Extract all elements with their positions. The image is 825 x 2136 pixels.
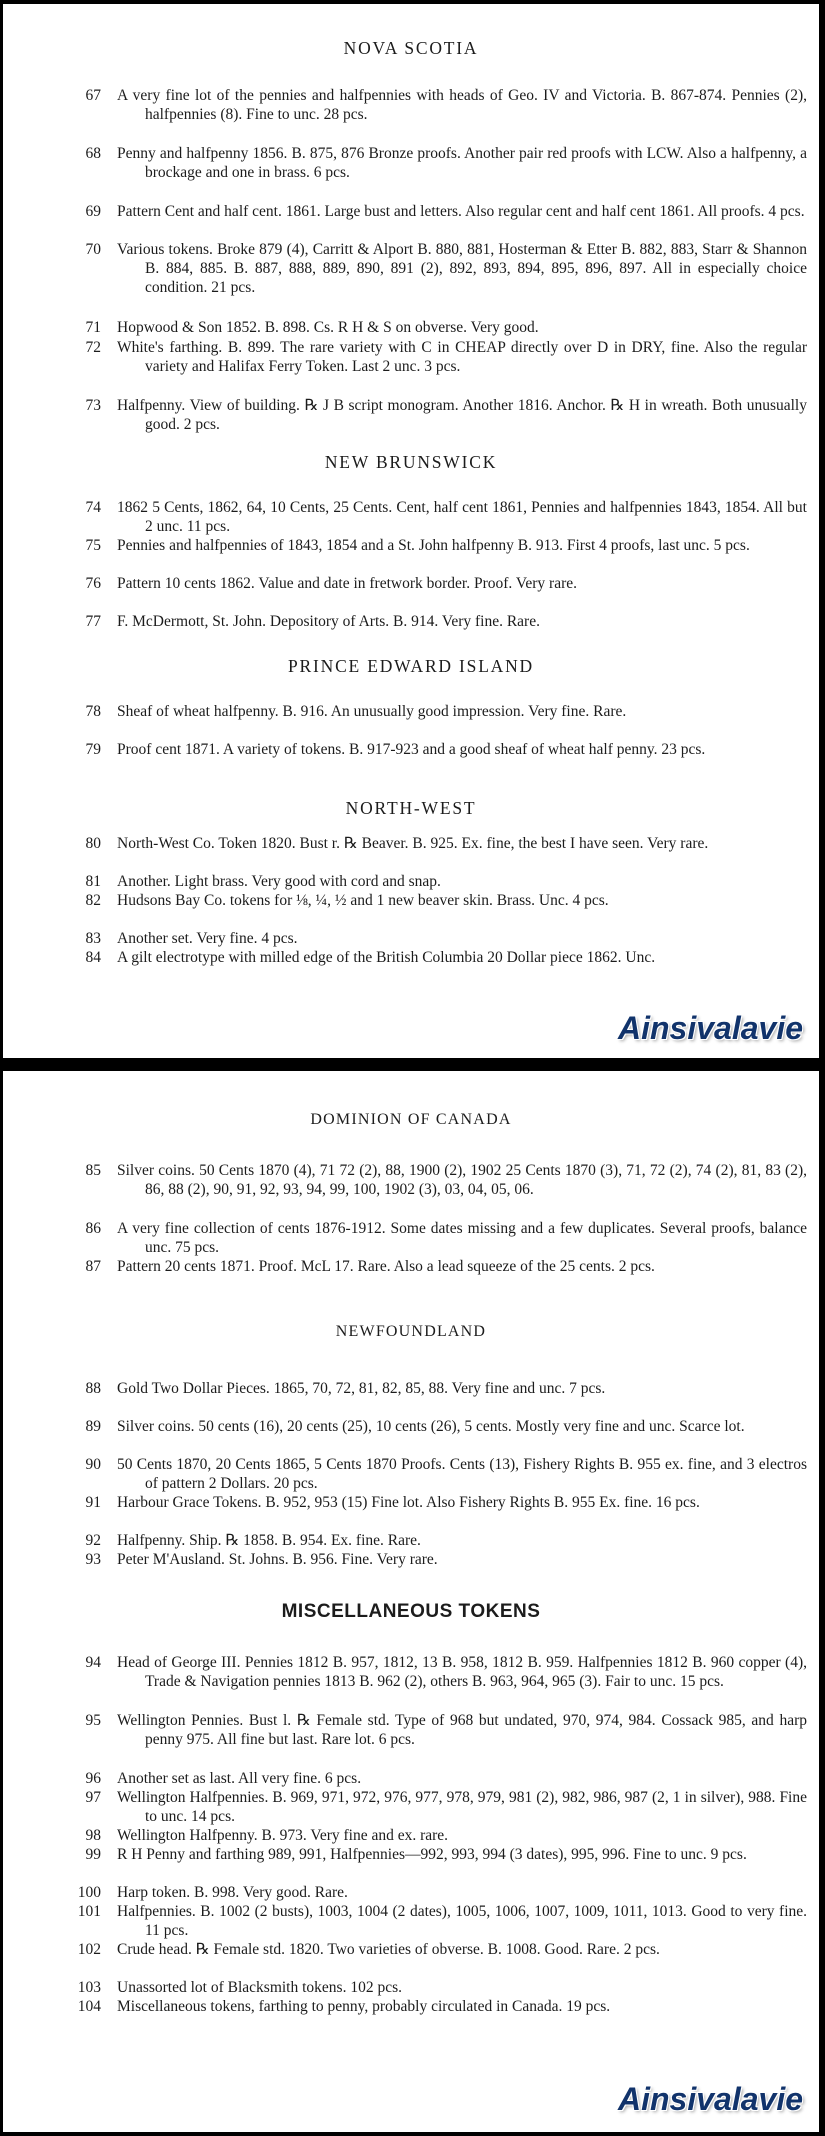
lot-number: 103	[77, 1979, 101, 1996]
lot-number: 87	[85, 1258, 101, 1275]
watermark-logo: Ainsivalavie	[618, 2081, 803, 2117]
lot-description: Halfpennies. B. 1002 (2 busts), 1003, 1004 (2 dates), 1005, 1006, 1007, 1009, 1011, 1013. Good to very fine. 11 pcs.	[117, 1903, 807, 1939]
lot-number: 99	[85, 1846, 101, 1863]
lot-description: Proof cent 1871. A variety of tokens. B. 917-923 and a good sheaf of wheat half penny. 23 pcs.	[117, 741, 706, 758]
lot-number: 86	[85, 1220, 101, 1237]
lot-number: 96	[85, 1770, 101, 1787]
section-heading-north-west: NORTH-WEST	[345, 798, 477, 818]
section-heading-new-brunswick: NEW BRUNSWICK	[324, 452, 498, 472]
lot-description: Silver coins. 50 cents (16), 20 cents (25), 10 cents (26), 5 cents. Mostly very fine and unc. Scarce lot.	[117, 1418, 745, 1435]
lot-number: 70	[85, 241, 101, 258]
lot-description: 50 Cents 1870, 20 Cents 1865, 5 Cents 1870 Proofs. Cents (13), Fishery Rights B. 955 ex. fine, and 3 electros of pattern 2 Dollars. 20 pcs.	[117, 1456, 807, 1492]
lot-description: Pattern Cent and half cent. 1861. Large bust and letters. Also regular cent and half cent 1861. All proofs. 4 pcs.	[117, 203, 805, 220]
lot-number: 85	[85, 1162, 101, 1179]
lot-description: 1862 5 Cents, 1862, 64, 10 Cents, 25 Cents. Cent, half cent 1861, Pennies and halfpennies 1843, 1854. All but 2 unc. 11 pcs.	[117, 499, 807, 535]
catalog-page-1	[3, 4, 819, 1058]
section-heading-dominion-of-canada: DOMINION OF CANADA	[310, 1111, 512, 1128]
lot-number: 73	[85, 397, 101, 414]
lot-description: Miscellaneous tokens, farthing to penny, probably circulated in Canada. 19 pcs.	[117, 1998, 611, 2015]
lot-number: 75	[85, 537, 101, 554]
lot-description: Head of George III. Pennies 1812 B. 957, 1812, 13 B. 958, 1812 B. 959. Halfpennies 1812 B. 960 copper (4), Trade & Navigation pennies 1813 B. 962 (2), others B. 963, 964, 965 (3). Fair to unc. 15 pcs.	[117, 1654, 807, 1690]
lot-description: Halfpenny. View of building. ℞ J B script monogram. Another 1816. Anchor. ℞ H in wreath. Both unusually good. 2 pcs.	[117, 397, 807, 433]
lot-description: Hopwood & Son 1852. B. 898. Cs. R H & S on obverse. Very good.	[117, 319, 539, 336]
lot-number: 97	[85, 1789, 101, 1806]
lot-description: Silver coins. 50 Cents 1870 (4), 71 72 (2), 88, 1900 (2), 1902 25 Cents 1870 (3), 71, 72 (2), 74 (2), 81, 83 (2), 86, 88 (2), 90, 91, 92, 93, 94, 99, 100, 1902 (3), 03, 04, 05, 06.	[117, 1162, 807, 1198]
lot-number: 102	[77, 1941, 101, 1958]
lot-description: Wellington Halfpenny. B. 973. Very fine and ex. rare.	[117, 1827, 449, 1844]
lot-description: F. McDermott, St. John. Depository of Arts. B. 914. Very fine. Rare.	[117, 613, 540, 630]
section-heading-prince-edward-island: PRINCE EDWARD ISLAND	[288, 656, 534, 676]
lot-description: A very fine collection of cents 1876-1912. Some dates missing and a few duplicates. Several proofs, balance unc. 75 pcs.	[117, 1220, 807, 1256]
lot-number: 95	[85, 1712, 101, 1729]
lot-description: North-West Co. Token 1820. Bust r. ℞ Beaver. B. 925. Ex. fine, the best I have seen. Very rare.	[117, 835, 709, 852]
lot-number: 69	[85, 203, 101, 220]
lot-number: 79	[85, 741, 101, 758]
lot-number: 91	[85, 1494, 101, 1511]
lot-description: Penny and halfpenny 1856. B. 875, 876 Bronze proofs. Another pair red proofs with LCW. Also a halfpenny, a brockage and one in brass. 6 pcs.	[117, 145, 807, 181]
lot-number: 72	[85, 339, 101, 356]
watermark-logo: Ainsivalavie	[618, 1010, 803, 1046]
lot-number: 88	[85, 1380, 101, 1397]
lot-number: 83	[85, 930, 101, 947]
lot-number: 93	[85, 1551, 101, 1568]
lot-number: 90	[85, 1456, 101, 1473]
lot-description: Peter M'Ausland. St. Johns. B. 956. Fine. Very rare.	[117, 1551, 438, 1568]
lot-number: 78	[85, 703, 101, 720]
lot-description: Pattern 10 cents 1862. Value and date in fretwork border. Proof. Very rare.	[117, 575, 577, 592]
lot-number: 89	[85, 1418, 101, 1435]
lot-number: 92	[85, 1532, 101, 1549]
lot-description: Halfpenny. Ship. ℞ 1858. B. 954. Ex. fine. Rare.	[117, 1532, 421, 1549]
lot-description: Crude head. ℞ Female std. 1820. Two varieties of obverse. B. 1008. Good. Rare. 2 pcs.	[117, 1941, 660, 1958]
lot-number: 67	[85, 87, 101, 104]
lot-description: Harp token. B. 998. Very good. Rare.	[117, 1884, 348, 1901]
lot-number: 71	[85, 319, 101, 336]
lot-number: 77	[85, 613, 101, 630]
lot-number: 80	[85, 835, 101, 852]
lot-description: Another. Light brass. Very good with cord and snap.	[117, 873, 441, 890]
lot-number: 74	[85, 499, 101, 516]
lot-description: Another set. Very fine. 4 pcs.	[117, 930, 298, 947]
lot-description: Harbour Grace Tokens. B. 952, 953 (15) Fine lot. Also Fishery Rights B. 955 Ex. fine. 16 pcs.	[117, 1494, 700, 1511]
lot-description: Wellington Pennies. Bust l. ℞ Female std. Type of 968 but undated, 970, 974, 984. Cossack 985, and harp penny 975. All fine but last. Rare lot. 6 pcs.	[117, 1712, 807, 1748]
lot-description: Wellington Halfpennies. B. 969, 971, 972, 976, 977, 978, 979, 981 (2), 982, 986, 987 (2, 1 in silver), 988. Fine to unc. 14 pcs.	[117, 1789, 807, 1825]
lot-number: 84	[85, 949, 101, 966]
section-heading-miscellaneous-tokens: MISCELLANEOUS TOKENS	[281, 1601, 541, 1622]
lot-number: 94	[85, 1654, 101, 1671]
section-heading-nova-scotia: NOVA SCOTIA	[343, 38, 479, 58]
lot-description: Various tokens. Broke 879 (4), Carritt & Alport B. 880, 881, Hosterman & Etter B. 882, 883, Starr & Shannon B. 884, 885. B. 887, 888, 889, 890, 891 (2), 892, 893, 894, 895, 896, 897. All in especially choice condition. 21 pcs.	[117, 241, 807, 296]
lot-number: 82	[85, 892, 101, 909]
lot-number: 68	[85, 145, 101, 162]
lot-description: R H Penny and farthing 989, 991, Halfpennies—992, 993, 994 (3 dates), 995, 996. Fine to unc. 9 pcs.	[117, 1846, 747, 1863]
lot-description: Pattern 20 cents 1871. Proof. McL 17. Rare. Also a lead squeeze of the 25 cents. 2 pcs.	[117, 1258, 655, 1275]
lot-number: 100	[77, 1884, 101, 1901]
lot-description: Pennies and halfpennies of 1843, 1854 and a St. John halfpenny B. 913. First 4 proofs, last unc. 5 pcs.	[117, 537, 750, 554]
catalog-page-2	[3, 1071, 819, 2132]
lot-description: Another set as last. All very fine. 6 pcs.	[117, 1770, 362, 1787]
lot-number: 104	[77, 1998, 101, 2015]
lot-description: Gold Two Dollar Pieces. 1865, 70, 72, 81, 82, 85, 88. Very fine and unc. 7 pcs.	[117, 1380, 606, 1397]
lot-number: 76	[85, 575, 101, 592]
lot-description: Hudsons Bay Co. tokens for ⅛, ¼, ½ and 1 new beaver skin. Brass. Unc. 4 pcs.	[117, 892, 609, 909]
lot-description: Unassorted lot of Blacksmith tokens. 102 pcs.	[117, 1979, 402, 1996]
lot-description: Sheaf of wheat halfpenny. B. 916. An unusually good impression. Very fine. Rare.	[117, 703, 627, 720]
lot-number: 98	[85, 1827, 101, 1844]
lot-description: White's farthing. B. 899. The rare variety with C in CHEAP directly over D in DRY, fine. Also the regular variety and Halifax Ferry Token. Last 2 unc. 3 pcs.	[117, 339, 807, 375]
lot-description: A very fine lot of the pennies and halfpennies with heads of Geo. IV and Victoria. B. 867-874. Pennies (2), halfpennies (8). Fine to unc. 28 pcs.	[117, 87, 807, 123]
section-heading-newfoundland: NEWFOUNDLAND	[335, 1323, 487, 1340]
lot-number: 81	[85, 873, 101, 890]
lot-description: A gilt electrotype with milled edge of the British Columbia 20 Dollar piece 1862. Unc.	[117, 949, 656, 966]
lot-number: 101	[77, 1903, 101, 1920]
